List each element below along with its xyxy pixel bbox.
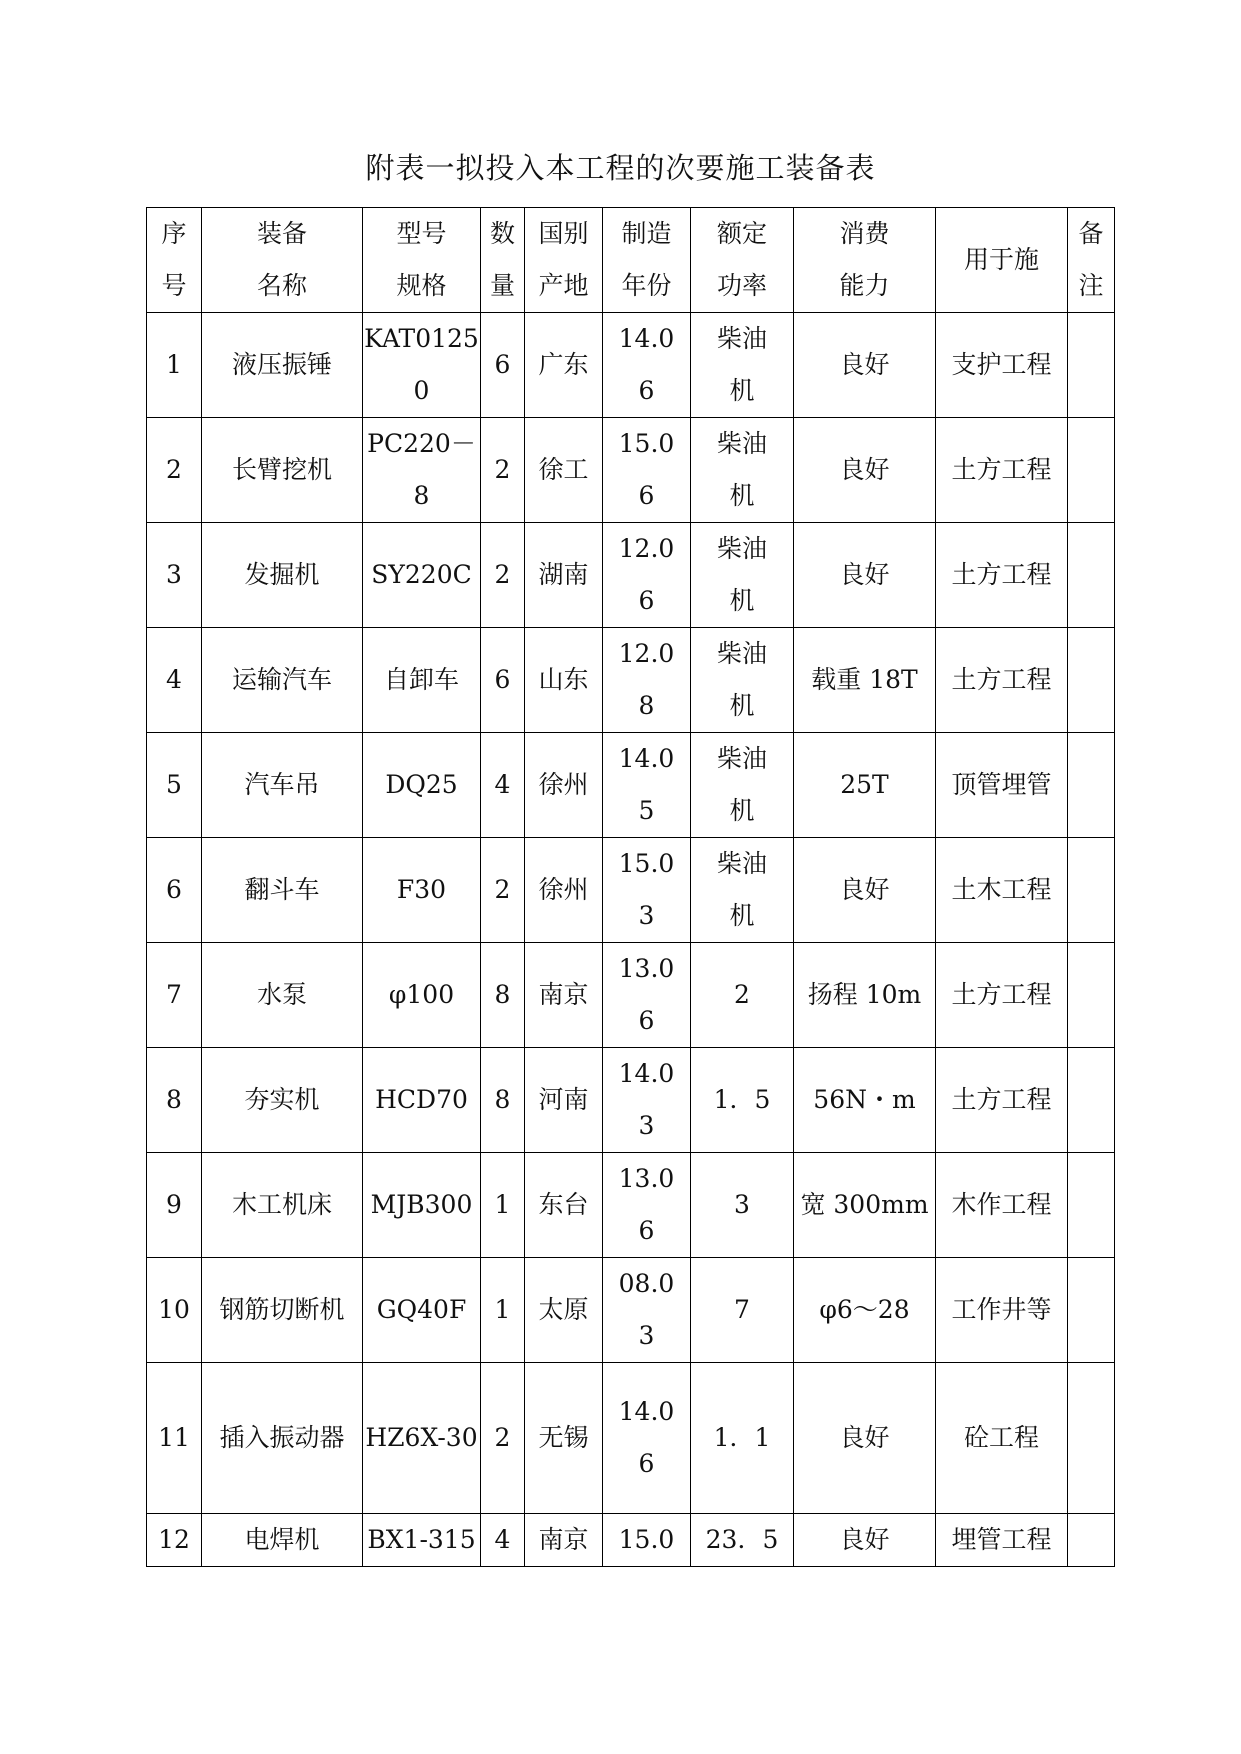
cell-no: 8 (147, 1048, 202, 1153)
cell-origin: 河南 (525, 1048, 603, 1153)
cell-qty: 6 (481, 313, 525, 418)
cell-model-line-1: HCD70 (375, 1085, 468, 1114)
cell-no: 10 (147, 1258, 202, 1363)
cell-model-line-1: HZ6X-30 (365, 1423, 478, 1452)
cell-model-line-1: MJB300 (370, 1190, 473, 1219)
cell-power (691, 523, 794, 628)
cell-model (363, 523, 481, 628)
cell-capacity: 良好 (794, 1514, 936, 1567)
header-line-2: 能力 (839, 271, 890, 300)
cell-note (1068, 628, 1115, 733)
cell-usage: 工作井等 (936, 1258, 1068, 1363)
cell-power-line-1: 柴油 (716, 639, 767, 668)
header-line-1: 序 (161, 219, 187, 248)
cell-year-line-2: 6 (638, 1006, 655, 1035)
cell-origin: 南京 (525, 943, 603, 1048)
cell-power-line-1: 1．5 (713, 1085, 771, 1114)
cell-usage: 土木工程 (936, 838, 1068, 943)
cell-year (603, 1153, 691, 1258)
cell-year-line-1: 13.0 (618, 1164, 675, 1193)
cell-year-line-2: 6 (638, 481, 655, 510)
cell-capacity: 良好 (794, 313, 936, 418)
cell-model (363, 1048, 481, 1153)
cell-model-line-1: GQ40F (376, 1295, 467, 1324)
table-row (147, 418, 1115, 523)
cell-power (691, 1363, 794, 1514)
cell-model (363, 313, 481, 418)
cell-power (691, 1048, 794, 1153)
cell-usage: 土方工程 (936, 628, 1068, 733)
cell-capacity: 载重 18T (794, 628, 936, 733)
cell-year (603, 1048, 691, 1153)
table-row (147, 943, 1115, 1048)
cell-no: 11 (147, 1363, 202, 1514)
cell-power (691, 943, 794, 1048)
cell-power-line-1: 2 (734, 980, 750, 1009)
cell-year-line-1: 14.0 (618, 744, 675, 773)
cell-no: 6 (147, 838, 202, 943)
cell-year (603, 628, 691, 733)
table-row (147, 838, 1115, 943)
cell-power-line-2: 机 (729, 796, 755, 825)
table-row (147, 1048, 1115, 1153)
cell-name: 液压振锤 (202, 313, 363, 418)
cell-no: 7 (147, 943, 202, 1048)
cell-origin: 徐州 (525, 838, 603, 943)
cell-qty: 8 (481, 943, 525, 1048)
cell-power-line-2: 机 (729, 376, 755, 405)
header-line-1: 制造 (621, 219, 672, 248)
cell-model-line-1: SY220C (371, 560, 472, 589)
header-line-1: 消费 (839, 219, 890, 248)
cell-name: 电焊机 (202, 1514, 363, 1567)
cell-model (363, 418, 481, 523)
cell-qty: 2 (481, 523, 525, 628)
cell-power (691, 733, 794, 838)
header-line-1: 备 (1078, 219, 1104, 248)
cell-name: 钢筋切断机 (202, 1258, 363, 1363)
cell-power-line-1: 23．5 (705, 1525, 779, 1554)
cell-power (691, 628, 794, 733)
cell-name: 水泵 (202, 943, 363, 1048)
cell-qty: 2 (481, 418, 525, 523)
cell-year-line-2: 6 (638, 1216, 655, 1245)
cell-no: 12 (147, 1514, 202, 1567)
header-line-2: 功率 (716, 271, 767, 300)
cell-qty: 6 (481, 628, 525, 733)
header-cell-col-model (363, 208, 481, 313)
header-line-2: 注 (1078, 271, 1104, 300)
cell-capacity: 扬程 10m (794, 943, 936, 1048)
cell-usage: 土方工程 (936, 523, 1068, 628)
cell-year-line-1: 14.0 (618, 1397, 675, 1426)
cell-usage: 埋管工程 (936, 1514, 1068, 1567)
header-line-1: 装备 (256, 219, 307, 248)
cell-power-line-1: 7 (734, 1295, 750, 1324)
cell-year-line-1: 08.0 (618, 1269, 675, 1298)
cell-note (1068, 733, 1115, 838)
table-row (147, 1514, 1115, 1567)
cell-origin: 无锡 (525, 1363, 603, 1514)
cell-year-line-1: 12.0 (618, 639, 675, 668)
cell-model (363, 1363, 481, 1514)
cell-qty: 1 (481, 1258, 525, 1363)
cell-no: 3 (147, 523, 202, 628)
cell-usage: 土方工程 (936, 943, 1068, 1048)
cell-name: 夯实机 (202, 1048, 363, 1153)
cell-model (363, 838, 481, 943)
cell-power-line-1: 柴油 (716, 324, 767, 353)
cell-capacity: 良好 (794, 838, 936, 943)
cell-year (603, 418, 691, 523)
cell-model-line-1: BX1-315 (367, 1525, 476, 1554)
cell-origin: 徐州 (525, 733, 603, 838)
table-row (147, 628, 1115, 733)
cell-year-line-2: 3 (638, 901, 655, 930)
cell-usage: 木作工程 (936, 1153, 1068, 1258)
cell-year (603, 943, 691, 1048)
cell-model-line-1: KAT0125 (364, 324, 479, 353)
cell-note (1068, 313, 1115, 418)
cell-model-line-2: 8 (413, 481, 430, 510)
cell-qty: 2 (481, 838, 525, 943)
header-cell-col-no (147, 208, 202, 313)
cell-qty: 1 (481, 1153, 525, 1258)
cell-name: 木工机床 (202, 1153, 363, 1258)
cell-origin: 太原 (525, 1258, 603, 1363)
cell-year (603, 1363, 691, 1514)
header-cell-col-capacity (794, 208, 936, 313)
table-row (147, 1363, 1115, 1514)
header-cell-col-year (603, 208, 691, 313)
cell-year-line-2: 5 (638, 796, 655, 825)
header-line-2: 号 (161, 271, 187, 300)
cell-capacity: 宽 300mm (794, 1153, 936, 1258)
cell-model (363, 943, 481, 1048)
cell-name: 运输汽车 (202, 628, 363, 733)
cell-model-line-1: DQ25 (385, 770, 458, 799)
cell-power (691, 1153, 794, 1258)
equipment-table (146, 207, 1115, 1567)
cell-power (691, 838, 794, 943)
cell-power-line-1: 柴油 (716, 744, 767, 773)
cell-note (1068, 1048, 1115, 1153)
header-line-2: 年份 (621, 271, 672, 300)
cell-capacity: φ6～28 (794, 1258, 936, 1363)
cell-note (1068, 1363, 1115, 1514)
cell-year (603, 1514, 691, 1567)
cell-capacity: 良好 (794, 418, 936, 523)
cell-year-line-2: 6 (638, 376, 655, 405)
cell-power-line-1: 柴油 (716, 429, 767, 458)
cell-no: 4 (147, 628, 202, 733)
header-line-2: 产地 (538, 271, 589, 300)
cell-year-line-1: 15.0 (618, 1525, 675, 1554)
cell-name: 长臂挖机 (202, 418, 363, 523)
cell-year-line-1: 15.0 (618, 849, 675, 878)
cell-usage: 砼工程 (936, 1363, 1068, 1514)
header-line-1: 用于施 (963, 245, 1039, 274)
cell-year-line-2: 6 (638, 1449, 655, 1478)
cell-model-line-1: φ100 (388, 980, 455, 1009)
cell-origin: 东台 (525, 1153, 603, 1258)
cell-note (1068, 1258, 1115, 1363)
cell-origin: 徐工 (525, 418, 603, 523)
header-cell-col-name (202, 208, 363, 313)
cell-model (363, 733, 481, 838)
cell-power-line-1: 3 (734, 1190, 750, 1219)
cell-origin: 广东 (525, 313, 603, 418)
cell-year-line-1: 14.0 (618, 324, 675, 353)
cell-year (603, 733, 691, 838)
cell-power-line-2: 机 (729, 586, 755, 615)
cell-name: 发掘机 (202, 523, 363, 628)
cell-model (363, 1258, 481, 1363)
cell-power (691, 1258, 794, 1363)
cell-note (1068, 523, 1115, 628)
header-line-2: 名称 (256, 271, 307, 300)
cell-year-line-1: 14.0 (618, 1059, 675, 1088)
cell-year-line-2: 6 (638, 586, 655, 615)
cell-power-line-2: 机 (729, 481, 755, 510)
cell-year-line-1: 15.0 (618, 429, 675, 458)
cell-no: 9 (147, 1153, 202, 1258)
header-cell-col-note (1068, 208, 1115, 313)
cell-name: 汽车吊 (202, 733, 363, 838)
cell-year (603, 313, 691, 418)
cell-origin: 湖南 (525, 523, 603, 628)
header-cell-col-usage (936, 208, 1068, 313)
table-row (147, 523, 1115, 628)
cell-model-line-1: F30 (396, 875, 447, 904)
header-cell-col-qty (481, 208, 525, 313)
cell-power-line-1: 柴油 (716, 849, 767, 878)
cell-no: 1 (147, 313, 202, 418)
cell-model (363, 628, 481, 733)
cell-year-line-1: 13.0 (618, 954, 675, 983)
cell-no: 2 (147, 418, 202, 523)
table-header-row (147, 208, 1115, 313)
cell-year-line-2: 3 (638, 1321, 655, 1350)
cell-power (691, 418, 794, 523)
cell-power-line-2: 机 (729, 691, 755, 720)
cell-year (603, 1258, 691, 1363)
cell-note (1068, 838, 1115, 943)
header-cell-col-origin (525, 208, 603, 313)
table-row (147, 1258, 1115, 1363)
cell-model (363, 1153, 481, 1258)
table-row (147, 733, 1115, 838)
cell-power (691, 313, 794, 418)
header-cell-col-power (691, 208, 794, 313)
cell-model-line-1: PC220－ (367, 429, 476, 458)
cell-note (1068, 943, 1115, 1048)
cell-usage: 顶管埋管 (936, 733, 1068, 838)
cell-power-line-2: 机 (729, 901, 755, 930)
cell-year (603, 523, 691, 628)
cell-year (603, 838, 691, 943)
cell-capacity: 良好 (794, 1363, 936, 1514)
cell-name: 翻斗车 (202, 838, 363, 943)
cell-year-line-2: 8 (638, 691, 655, 720)
cell-qty: 2 (481, 1363, 525, 1514)
cell-usage: 支护工程 (936, 313, 1068, 418)
header-line-2: 量 (489, 271, 515, 300)
cell-origin: 山东 (525, 628, 603, 733)
header-line-2: 规格 (396, 271, 447, 300)
cell-capacity: 56N・m (794, 1048, 936, 1153)
table-row (147, 313, 1115, 418)
cell-model-line-1: 自卸车 (383, 665, 459, 694)
cell-note (1068, 418, 1115, 523)
cell-model (363, 1514, 481, 1567)
cell-model-line-2: 0 (413, 376, 430, 405)
cell-capacity: 25T (794, 733, 936, 838)
page-title: 附表一拟投入本工程的次要施工装备表 (365, 151, 876, 185)
table-row (147, 1153, 1115, 1258)
header-line-1: 型号 (396, 219, 447, 248)
cell-qty: 4 (481, 1514, 525, 1567)
cell-year-line-2: 3 (638, 1111, 655, 1140)
cell-name: 插入振动器 (202, 1363, 363, 1514)
cell-capacity: 良好 (794, 523, 936, 628)
header-line-1: 数 (489, 219, 515, 248)
cell-year-line-1: 12.0 (618, 534, 675, 563)
header-line-1: 国别 (538, 219, 589, 248)
cell-note (1068, 1514, 1115, 1567)
cell-usage: 土方工程 (936, 1048, 1068, 1153)
cell-qty: 8 (481, 1048, 525, 1153)
cell-usage: 土方工程 (936, 418, 1068, 523)
cell-origin: 南京 (525, 1514, 603, 1567)
cell-power-line-1: 柴油 (716, 534, 767, 563)
cell-qty: 4 (481, 733, 525, 838)
cell-power (691, 1514, 794, 1567)
header-line-1: 额定 (716, 219, 767, 248)
cell-no: 5 (147, 733, 202, 838)
cell-power-line-1: 1．1 (713, 1423, 771, 1452)
cell-note (1068, 1153, 1115, 1258)
